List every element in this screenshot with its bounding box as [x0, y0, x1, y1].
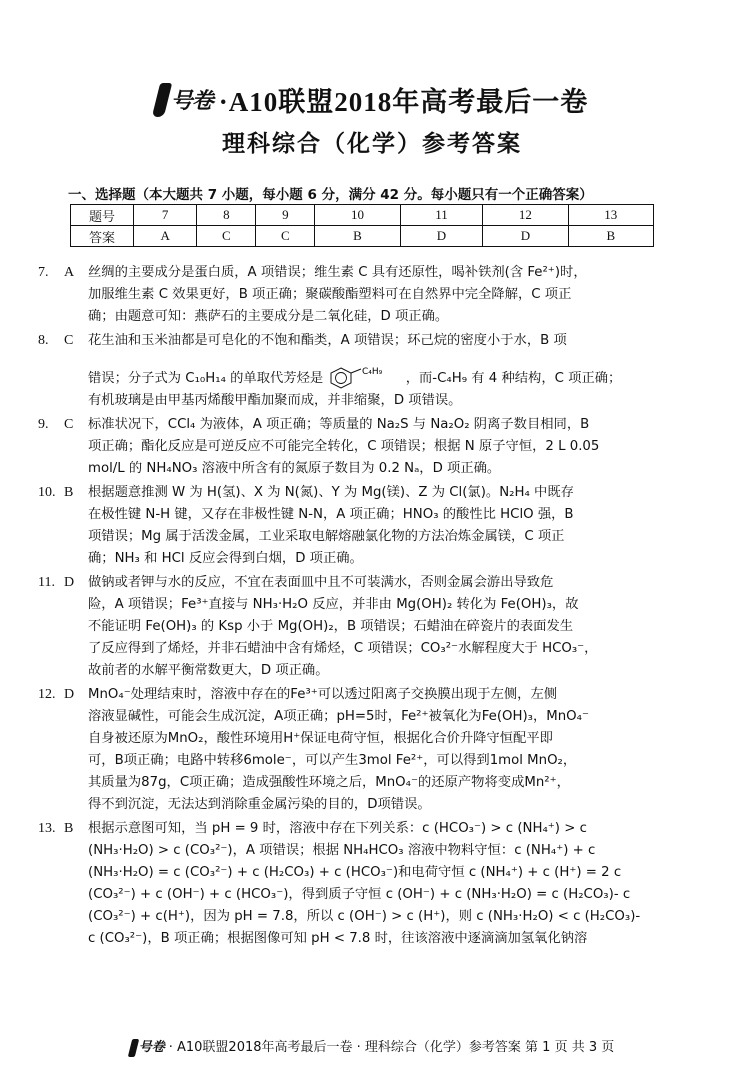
explanations — [38, 262, 678, 952]
explanation-9 — [38, 414, 678, 480]
explanation-line: 加服维生素 C 效果更好，B 项正确；聚碳酸酯塑料可在自然界中完全降解，C 项正 — [88, 287, 572, 302]
explanation-12 — [38, 684, 678, 816]
answer-cell: A — [134, 226, 197, 247]
question-number: 8 — [197, 205, 256, 226]
answer-cell: B — [568, 226, 653, 247]
row-label-number: 题号 — [71, 205, 134, 226]
item-number: 8. — [38, 333, 49, 348]
item-number: 13. — [38, 821, 56, 836]
answer-table-number-row — [71, 205, 654, 226]
explanation-7 — [38, 262, 678, 328]
question-number: 13 — [568, 205, 653, 226]
item-answer: D — [64, 687, 75, 702]
item-answer: B — [64, 485, 74, 500]
item-number: 11. — [38, 575, 55, 590]
explanation-line: 得不到沉淀，无法达到消除重金属污染的目的，D项错误。 — [88, 797, 431, 812]
answer-cell: C — [256, 226, 315, 247]
explanation-line: 标准状况下，CCl₄ 为液体，A 项正确；等质量的 Na₂S 与 Na₂O₂ 阴离子数目相同，B — [88, 417, 590, 432]
explanation-line-with-structure — [88, 366, 678, 390]
explanation-line: 项正确；酯化反应是可逆反应不可能完全转化，C 项错误；根据 N 原子守恒，2 L 0.05 — [88, 439, 600, 454]
explanation-line: (CO₃²⁻) + c(H⁺)，因为 pH = 7.8，所以 c (OH⁻) > c (H⁺)，则 c (NH₃·H₂O) < c (H₂CO₃)- — [88, 909, 641, 924]
explanation-line: 了反应得到了烯烃，并非石蜡油中含有烯烃，C 项错误；CO₃²⁻水解程度大于 HCO₃⁻， — [88, 641, 598, 656]
page-footer — [0, 1036, 744, 1057]
item-answer: D — [64, 575, 75, 590]
explanation-line: (CO₃²⁻) + c (OH⁻) + c (HCO₃⁻)，得到质子守恒 c (OH⁻) + c (NH₃·H₂O) = c (H₂CO₃)- c — [88, 887, 631, 902]
answer-table-answer-row — [71, 226, 654, 247]
question-number: 10 — [315, 205, 400, 226]
explanation-line: (NH₃·H₂O) = c (CO₃²⁻) + c (H₂CO₃) + c (HCO₃⁻)和电荷守恒 c (NH₄⁺) + c (H⁺) = 2 c — [88, 865, 622, 880]
explanation-line: 确；由题意可知：燕萨石的主要成分是二氧化硅，D 项正确。 — [88, 309, 449, 324]
explanation-text: ，而-C₄H₉ 有 4 种结构，C 项正确； — [405, 371, 622, 386]
explanation-10 — [38, 482, 678, 570]
item-number: 9. — [38, 417, 49, 432]
explanation-line: c (CO₃²⁻)，B 项正确；根据图像可知 pH < 7.8 时，往该溶液中逐滴滴加氢氧化钠溶 — [88, 931, 588, 946]
explanation-line: 其质量为87g，C项正确；造成强酸性环境之后，MnO₄⁻的还原产物将变成Mn²⁺， — [88, 775, 570, 790]
explanation-11 — [38, 572, 678, 682]
title-line — [0, 80, 744, 119]
page-title: ·A10联盟2018年高考最后一卷 — [218, 87, 589, 117]
substituent-label: C₄H₉ — [362, 367, 383, 377]
explanation-line: 做钠或者钾与水的反应，不宜在表面皿中且不可装满水，否则金属会游出导致危 — [88, 575, 554, 590]
brand-brush-mark — [151, 83, 171, 117]
question-number: 7 — [134, 205, 197, 226]
page-subtitle: 理科综合（化学）参考答案 — [222, 131, 522, 157]
question-number: 12 — [483, 205, 568, 226]
explanation-line: 故前者的水解平衡常数更大，D 项正确。 — [88, 663, 329, 678]
brand-name: 号卷 — [170, 88, 213, 114]
item-number: 10. — [38, 485, 56, 500]
row-label-answer: 答案 — [71, 226, 134, 247]
explanation-line: 自身被还原为MnO₂，酸性环境用H⁺保证电荷守恒，根据化合价升降守恒配平即 — [88, 731, 553, 746]
explanation-line: 险，A 项错误；Fe³⁺直接与 NH₃·H₂O 反应，并非由 Mg(OH)₂ 转化为 Fe(OH)₃，故 — [88, 597, 579, 612]
benzene-ring-structure-icon — [329, 366, 399, 390]
item-number: 7. — [38, 265, 49, 280]
question-number: 11 — [400, 205, 483, 226]
explanation-line: 花生油和玉米油都是可皂化的不饱和酯类，A 项错误；环己烷的密度小于水，B 项 — [88, 333, 567, 348]
item-answer: B — [64, 821, 74, 836]
brand-logo — [156, 83, 213, 117]
explanation-line: 项错误；Mg 属于活泼金属，工业采取电解熔融氯化物的方法冶炼金属镁，C 项正 — [88, 529, 565, 544]
explanation-line: 丝绸的主要成分是蛋白质，A 项错误；维生素 C 具有还原性，喝补铁剂(含 Fe²⁺)时， — [88, 265, 587, 280]
answer-cell: D — [483, 226, 568, 247]
explanation-line: (NH₃·H₂O) > c (CO₃²⁻)，A 项错误；根据 NH₄HCO₃ 溶液中物料守恒：c (NH₄⁺) + c — [88, 843, 596, 858]
item-answer: C — [64, 417, 74, 432]
explanation-line: 根据示意图可知，当 pH = 9 时，溶液中存在下列关系：c (HCO₃⁻) > c (NH₄⁺) > c — [88, 821, 587, 836]
section-heading: 一、选择题（本大题共 7 小题，每小题 6 分，满分 42 分。每小题只有一个正确答案） — [68, 187, 593, 203]
explanation-line: 根据题意推测 W 为 H(氢)、X 为 N(氮)、Y 为 Mg(镁)、Z 为 Cl(氯)。N₂H₄ 中既存 — [88, 485, 574, 500]
item-answer: C — [64, 333, 74, 348]
item-number: 12. — [38, 687, 56, 702]
answer-table — [70, 204, 654, 247]
header — [0, 80, 744, 158]
item-answer: A — [64, 265, 75, 280]
question-number: 9 — [256, 205, 315, 226]
answer-cell: D — [400, 226, 483, 247]
answer-cell: B — [315, 226, 400, 247]
explanation-line: 在极性键 N-H 键，又存在非极性键 N-N，A 项正确；HNO₃ 的酸性比 HClO 强，B — [88, 507, 574, 522]
answer-cell: C — [197, 226, 256, 247]
explanation-line: 有机玻璃是由甲基丙烯酸甲酯加聚而成，并非缩聚，D 项错误。 — [88, 393, 462, 408]
explanation-line: 可，B项正确；电路中转移6mole⁻，可以产生3mol Fe²⁺，可以得到1mol MnO₂， — [88, 753, 577, 768]
explanation-13 — [38, 818, 678, 950]
footer-text: · A10联盟2018年高考最后一卷 · 理科综合（化学）参考答案 第 1 页 共 3 页 — [168, 1040, 615, 1055]
explanation-line: 溶液显碱性，可能会生成沉淀，A项正确；pH=5时，Fe²⁺被氧化为Fe(OH)₃，MnO₄⁻ — [88, 709, 589, 724]
footer-brand: 号卷 — [138, 1040, 165, 1055]
explanation-text: 错误；分子式为 C₁₀H₁₄ 的单取代芳烃是 — [88, 371, 324, 386]
explanation-line: 确；NH₃ 和 HCl 反应会得到白烟，D 项正确。 — [88, 551, 363, 566]
explanation-line: mol/L 的 NH₄NO₃ 溶液中所含有的氮原子数目为 0.2 Nₐ，D 项正确。 — [88, 461, 501, 476]
footer-brush-mark — [127, 1039, 138, 1057]
explanation-line: MnO₄⁻处理结束时，溶液中存在的Fe³⁺可以透过阳离子交换膜出现于左侧，左侧 — [88, 687, 558, 702]
explanation-8 — [38, 330, 678, 412]
explanation-line: 不能证明 Fe(OH)₃ 的 Ksp 小于 Mg(OH)₂，B 项错误；石蜡油在碎瓷片的表面发生 — [88, 619, 574, 634]
